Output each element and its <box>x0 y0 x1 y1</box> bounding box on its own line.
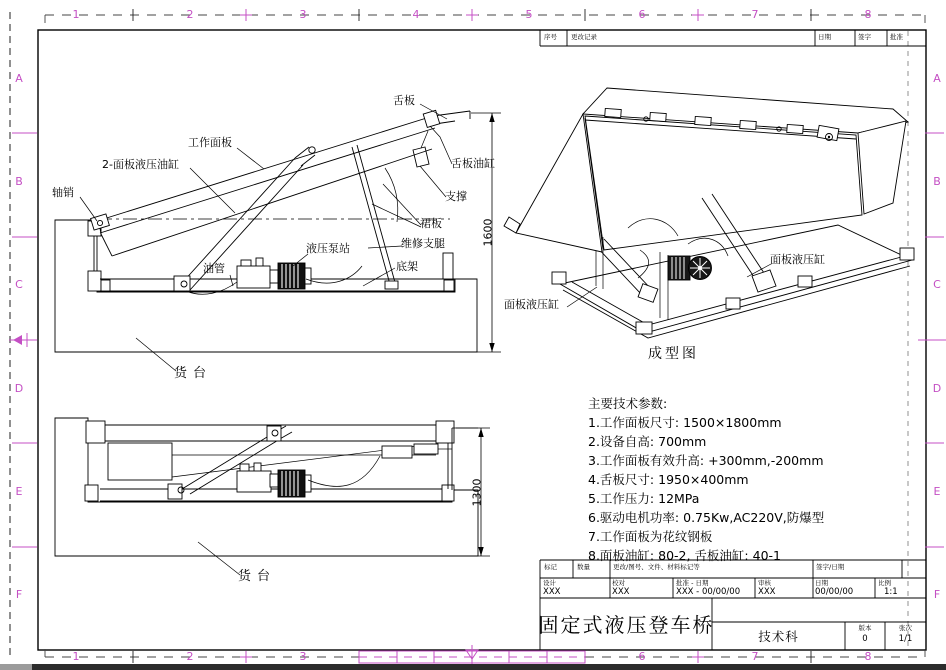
parameter-line: 3.工作面板有效升高: +300mm,-200mm <box>588 453 824 468</box>
callout-dock-lower: 货台 <box>238 569 277 584</box>
upper-leaders <box>80 104 452 371</box>
field-label: 批准 - 日期 <box>676 579 709 587</box>
callout-oil-pipe: 油管 <box>203 262 225 275</box>
revision-strip-cell: 序号 <box>544 33 557 41</box>
field-label: 审核 <box>758 579 771 587</box>
grid-col-label: 8 <box>864 8 872 21</box>
callout-work-panel: 工作面板 <box>188 136 232 149</box>
grid-col-label: 3 <box>299 8 307 21</box>
field-label: 比例 <box>878 579 891 587</box>
callout-base-frame: 底架 <box>396 260 418 273</box>
lower-section-view <box>55 418 478 556</box>
field-label: 日期 <box>815 579 828 587</box>
grid-row-label: D <box>932 382 942 395</box>
parameter-line: 8.面板油缸: 80-2, 舌板油缸: 40-1 <box>588 548 781 563</box>
parameter-line: 4.舌板尺寸: 1950×400mm <box>588 472 749 487</box>
grid-row-label: B <box>933 175 941 188</box>
motor-lower <box>278 470 311 497</box>
version-label: 版本 <box>858 624 872 632</box>
grid-col-label: 7 <box>751 8 759 21</box>
titleblock-row1-cell: 更改/图号、文件、材料标记等 <box>613 563 700 571</box>
iso-caption: 成型图 <box>648 346 699 362</box>
grid-row-label: C <box>933 278 941 291</box>
parameter-line: 2.设备自高: 700mm <box>588 434 707 449</box>
lower-leaders <box>198 542 240 575</box>
version-value: 0 <box>862 634 868 644</box>
grid-row-label: C <box>15 278 23 291</box>
field-value: XXX <box>543 587 561 597</box>
grid-col-label: 4 <box>412 8 420 21</box>
parameters-heading: 主要技术参数: <box>588 396 668 411</box>
callout-axle-pin: 轴销 <box>52 186 74 199</box>
grid-col-label: 2 <box>186 8 194 21</box>
grid-row-label: F <box>933 588 941 601</box>
grid-row-label: E <box>15 485 23 498</box>
callout-maintenance-leg: 维修支腿 <box>401 237 445 250</box>
upper-section-view <box>55 110 477 352</box>
revision-strip-cell: 签字 <box>858 33 871 41</box>
isometric-view <box>504 88 914 338</box>
centering-mark-left <box>9 333 37 347</box>
field-value: XXX - 00/00/00 <box>676 587 741 597</box>
dimension-1300-text: 1300 <box>470 478 484 507</box>
revision-strip-cell: 批准 <box>890 33 903 41</box>
grid-col-label: 6 <box>638 8 646 21</box>
grid-col-label: 1 <box>72 8 80 21</box>
field-value: XXX <box>758 587 776 597</box>
sheet-label: 张次 <box>899 624 912 632</box>
callout-skirt: 裙板 <box>420 217 442 230</box>
grid-col-label: 8 <box>864 650 872 663</box>
drawing-title: 固定式液压登车桥 <box>538 612 715 637</box>
callout-dock-upper: 货台 <box>174 366 213 381</box>
grid-col-label: 7 <box>751 650 759 663</box>
folding-mark <box>359 645 585 664</box>
callout-pump-station: 液压泵站 <box>306 242 350 255</box>
grid-col-label: 2 <box>186 650 194 663</box>
grid-row-label: F <box>15 588 23 601</box>
parameter-line: 7.工作面板为花纹钢板 <box>588 529 713 544</box>
field-label: 设计 <box>543 579 556 587</box>
callout-panel-cylinders: 2-面板液压油缸 <box>102 158 179 171</box>
field-value: XXX <box>612 587 630 597</box>
grid-row-label: E <box>933 485 941 498</box>
grid-col-label: 5 <box>525 8 533 21</box>
grid-col-label: 6 <box>638 650 646 663</box>
revision-strip-cell: 更改记录 <box>571 33 597 41</box>
grid-row-label: A <box>15 72 23 85</box>
grid-col-label: 1 <box>72 650 80 663</box>
motor-iso <box>668 256 712 280</box>
field-value: 1:1 <box>884 587 898 597</box>
field-value: 00/00/00 <box>815 587 854 597</box>
callout-tongue: 舌板 <box>393 94 415 107</box>
callout-support: 支撑 <box>445 190 467 203</box>
sheet-value: 1/1 <box>898 634 913 644</box>
parameter-line: 5.工作压力: 12MPa <box>588 491 700 506</box>
grid-col-label: 3 <box>299 650 307 663</box>
revision-strip-cell: 日期 <box>818 33 831 41</box>
titleblock-row1-cell: 标记 <box>544 563 557 571</box>
callout-panel-cylinder-left: 面板液压缸 <box>504 298 559 311</box>
field-label: 校对 <box>612 579 625 587</box>
grid-row-label: A <box>933 72 941 85</box>
dimension-1600-text: 1600 <box>481 218 495 247</box>
technical-parameters <box>588 394 824 565</box>
titleblock-row1-cell: 数量 <box>577 563 590 571</box>
grid-row-label: B <box>15 175 23 188</box>
grid-row-label: D <box>14 382 24 395</box>
callout-panel-cylinder-right: 面板液压缸 <box>770 253 825 266</box>
department-name: 技术科 <box>758 628 799 644</box>
callout-tongue-cylinder: 舌板油缸 <box>451 157 495 170</box>
titleblock-row1-cell: 签字/日期 <box>816 563 845 571</box>
parameter-line: 1.工作面板尺寸: 1500×1800mm <box>588 415 782 430</box>
motor-upper <box>278 263 311 289</box>
parameter-line: 6.驱动电机功率: 0.75Kw,AC220V,防爆型 <box>588 510 825 525</box>
